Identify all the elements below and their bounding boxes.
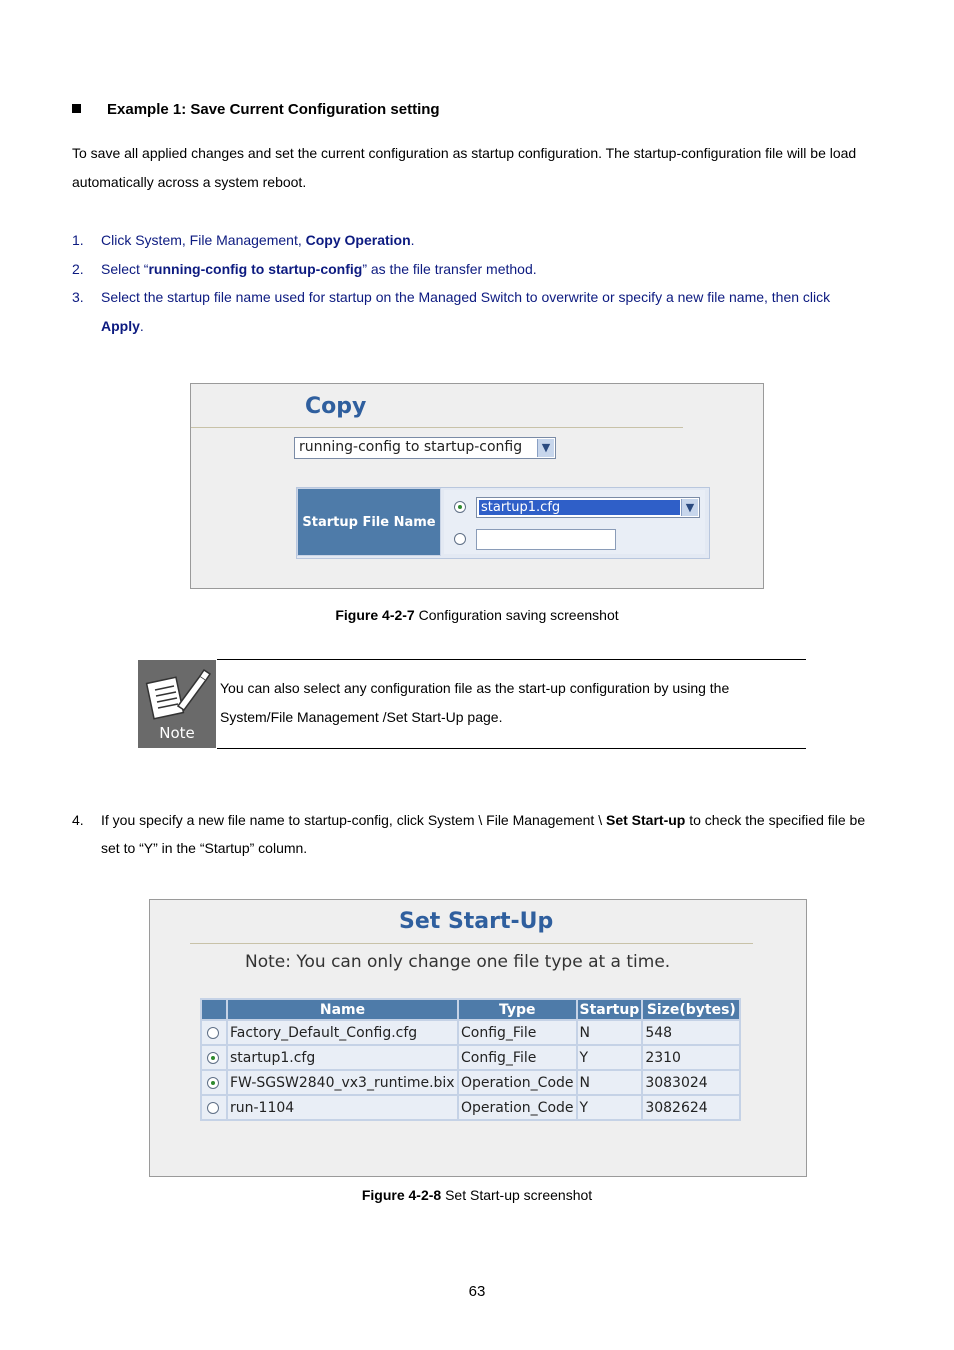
- existing-file-radio[interactable]: [454, 501, 466, 513]
- startup-file-options: [444, 490, 705, 554]
- step-3-cont: Apply.: [101, 318, 144, 334]
- bullet-square-icon: [72, 104, 81, 113]
- startup-file-panel: [296, 487, 710, 559]
- note-top-rule: [217, 659, 806, 660]
- section-heading: Example 1: Save Current Configuration setting: [72, 101, 440, 118]
- set-startup-screenshot: [149, 899, 807, 1177]
- row-select-radio[interactable]: [207, 1052, 219, 1064]
- table-header-row: Name Type Startup Size(bytes): [202, 1000, 739, 1019]
- row-select-radio[interactable]: [207, 1027, 219, 1039]
- set-startup-title: Set Start-Up: [399, 909, 554, 934]
- table-row: startup1.cfg Config_File Y 2310: [202, 1046, 739, 1069]
- table-row: FW-SGSW2840_vx3_runtime.bix Operation_Code N 3083024: [202, 1071, 739, 1094]
- title-rule: [190, 943, 753, 944]
- new-file-radio[interactable]: [454, 533, 466, 545]
- startup-file-select[interactable]: startup1.cfg ▼: [476, 497, 700, 518]
- intro-line-2: automatically across a system reboot.: [72, 174, 307, 190]
- table-row: Factory_Default_Config.cfg Config_File N 548: [202, 1021, 739, 1044]
- step-4-cont: set to “Y” in the “Startup” column.: [101, 840, 308, 856]
- note-icon: Note: [138, 660, 216, 748]
- copy-title: Copy: [305, 394, 367, 419]
- copy-screenshot: [190, 383, 764, 589]
- step-3: Select the startup file name used for startup on the Managed Switch to overwrite or specify a new file name, then click: [101, 289, 831, 305]
- startup-file-table: [200, 998, 741, 1121]
- page-number: 63: [468, 1283, 486, 1300]
- figure-2-caption: Figure 4-2-8 Set Start-up screenshot: [361, 1187, 593, 1203]
- steps-list: 1. Click System, File Management, Copy Operation. 2. Select “running-config to startup-config” as the file transfer method. 3. Select the startup file name used for startup on the Managed Switch to overwrite or specify a new file name, then click Apply.: [72, 226, 892, 346]
- step-1: Click System, File Management, Copy Operation.: [101, 232, 415, 248]
- startup-file-label: Startup File Name: [297, 488, 441, 556]
- step-4: If you specify a new file name to startup-config, click System \ File Management \ Set Start-up to check the specified file be: [101, 812, 866, 828]
- note-bottom-rule: [217, 748, 806, 749]
- note-text: You can also select any configuration file as the start-up configuration by using the System/File Management /Set Start-Up page.: [220, 680, 730, 725]
- row-select-radio[interactable]: [207, 1102, 219, 1114]
- row-select-radio[interactable]: [207, 1077, 219, 1089]
- table-row: run-1104 Operation_Code Y 3082624: [202, 1096, 739, 1119]
- figure-1-caption: Figure 4-2-7 Configuration saving screenshot: [335, 607, 619, 623]
- set-startup-note: Note: You can only change one file type at a time.: [245, 952, 671, 972]
- title-rule: [191, 427, 683, 428]
- chevron-down-icon[interactable]: ▼: [537, 439, 554, 457]
- chevron-down-icon[interactable]: ▼: [681, 499, 698, 516]
- intro-line-1: To save all applied changes and set the current configuration as startup configuration. The startup-configuration file will be load: [72, 145, 857, 161]
- new-file-input[interactable]: [476, 529, 616, 550]
- step-4-num: 4.: [72, 812, 84, 828]
- transfer-method-select[interactable]: running-config to startup-config ▼: [294, 437, 556, 459]
- step-2: Select “running-config to startup-config” as the file transfer method.: [101, 261, 537, 277]
